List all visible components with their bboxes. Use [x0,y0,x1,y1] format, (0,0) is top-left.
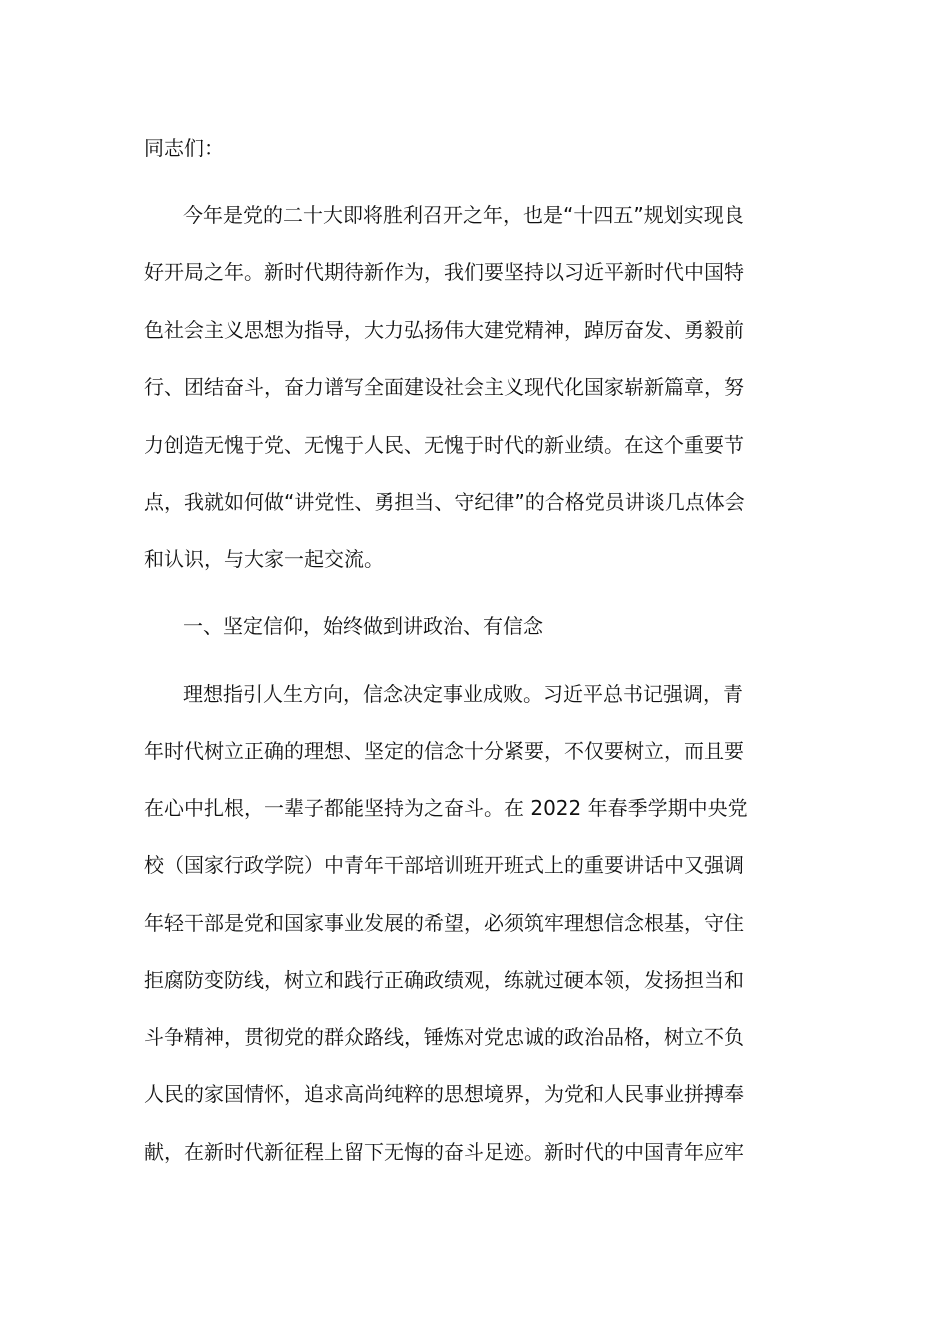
paragraph-1-line: 点，我就如何做“讲党性、勇担当、守纪律”的合格党员讲谈几点体会 [144,490,745,514]
paragraph-1-line: 力创造无愧于党、无愧于人民、无愧于时代的新业绩。在这个重要节 [144,433,744,457]
paragraph-2-line: 校（国家行政学院）中青年干部培训班开班式上的重要讲话中又强调 [144,853,744,877]
section-heading-1: 一、坚定信仰，始终做到讲政治、有信念 [183,614,543,638]
paragraph-2-line: 在心中扎根，一辈子都能坚持为之奋斗。在 2022 年春季学期中央党 [144,796,748,820]
paragraph-1-line: 色社会主义思想为指导，大力弘扬伟大建党精神，踔厉奋发、勇毅前 [144,318,744,342]
paragraph-1-line: 好开局之年。新时代期待新作为，我们要坚持以习近平新时代中国特 [144,260,744,284]
paragraph-1-line: 和认识，与大家一起交流。 [144,547,384,571]
paragraph-2-line: 斗争精神，贯彻党的群众路线，锤炼对党忠诚的政治品格，树立不负 [144,1025,744,1049]
paragraph-2-line: 献，在新时代新征程上留下无悔的奋斗足迹。新时代的中国青年应牢 [144,1140,744,1164]
paragraph-2-line: 年时代树立正确的理想、坚定的信念十分紧要，不仅要树立，而且要 [144,739,744,763]
salutation: 同志们： [144,136,224,160]
paragraph-1-line: 行、团结奋斗，奋力谱写全面建设社会主义现代化国家崭新篇章，努 [144,375,744,399]
paragraph-1-line: 今年是党的二十大即将胜利召开之年，也是“十四五”规划实现良 [183,203,744,227]
paragraph-2-line: 理想指引人生方向，信念决定事业成败。习近平总书记强调，青 [183,682,743,706]
paragraph-2-line: 人民的家国情怀，追求高尚纯粹的思想境界，为党和人民事业拼搏奉 [144,1082,744,1106]
paragraph-2-line: 拒腐防变防线，树立和践行正确政绩观，练就过硬本领，发扬担当和 [144,968,744,992]
paragraph-2-line: 年轻干部是党和国家事业发展的希望，必须筑牢理想信念根基，守住 [144,911,744,935]
